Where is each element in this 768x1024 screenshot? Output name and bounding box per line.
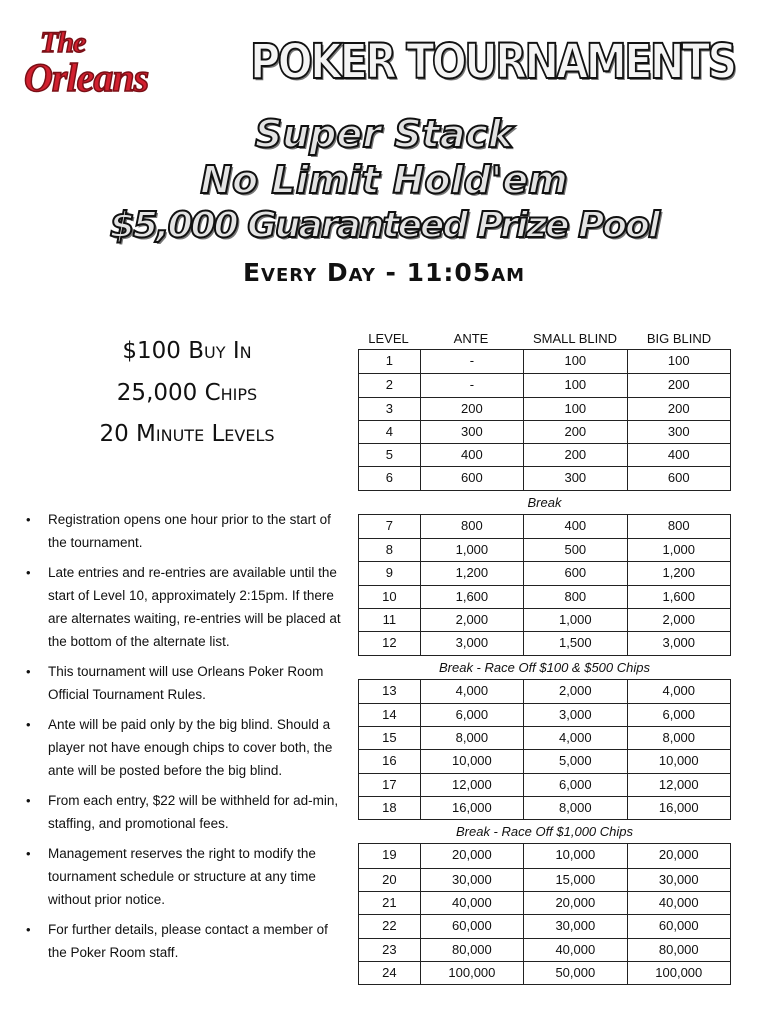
big-blind-cell: 600	[627, 467, 730, 489]
break-label: Break - Race Off $1,000 Chips	[455, 824, 634, 840]
rule-item	[24, 713, 349, 782]
ante-cell: 1,200	[420, 562, 523, 584]
big-blind-cell: 200	[627, 398, 730, 420]
level-cell: 5	[385, 447, 393, 463]
page-title: POKER TOURNAMENTS	[250, 34, 735, 90]
schedule-time: Every Day - 11:05am	[242, 258, 526, 287]
big-blind-cell: 80,000	[627, 939, 730, 961]
rules-list	[24, 508, 349, 971]
big-blind-cell: 40,000	[627, 892, 730, 914]
header-level: LEVEL	[368, 331, 409, 346]
ante-cell: 30,000	[420, 869, 523, 891]
big-blind-cell: 60,000	[627, 915, 730, 937]
table-row	[359, 868, 730, 891]
level-cell: 19	[382, 847, 397, 863]
ante-cell: 400	[420, 444, 523, 466]
ante-cell: 800	[420, 515, 523, 538]
small-blind-cell: 20,000	[523, 892, 626, 914]
level-cell: 17	[382, 776, 397, 792]
logo-the-text: The	[40, 26, 86, 59]
ante-cell: 1,600	[420, 586, 523, 608]
level-cell: 4	[385, 423, 393, 439]
table-row	[359, 631, 730, 654]
big-blind-cell: 6,000	[627, 704, 730, 726]
header-big-blind: BIG BLIND	[646, 331, 712, 346]
ante-cell: 300	[420, 421, 523, 443]
small-blind-cell: 100	[523, 374, 626, 396]
level-duration: 20 Minute Levels	[99, 421, 275, 447]
small-blind-cell: 10,000	[523, 844, 626, 867]
small-blind-cell: 200	[523, 444, 626, 466]
table-row	[359, 891, 730, 914]
level-cell: 15	[382, 730, 397, 746]
rule-text: This tournament will use Orleans Poker Room Official Tournament Rules.	[48, 664, 324, 702]
starting-chips: 25,000 Chips	[116, 380, 258, 406]
level-cell: 7	[385, 517, 393, 533]
rule-text: From each entry, $22 will be withheld for ad-min, staffing, and promotional fees.	[48, 793, 339, 831]
small-blind-cell: 40,000	[523, 939, 626, 961]
rule-item	[24, 789, 349, 835]
ante-cell: 20,000	[420, 844, 523, 867]
break-label: Break	[527, 494, 562, 510]
big-blind-cell: 300	[627, 421, 730, 443]
game-type: No Limit Hold'em	[200, 158, 568, 202]
big-blind-cell: 1,600	[627, 586, 730, 608]
big-blind-cell: 16,000	[627, 797, 730, 819]
ante-cell: 1,000	[420, 539, 523, 561]
table-row	[359, 703, 730, 726]
small-blind-cell: 2,000	[523, 680, 626, 703]
table-row	[359, 914, 730, 937]
table-row	[359, 585, 730, 608]
level-cell: 2	[385, 377, 393, 393]
table-row	[359, 844, 730, 867]
small-blind-cell: 6,000	[523, 774, 626, 796]
level-cell: 24	[382, 964, 397, 980]
level-cell: 23	[382, 941, 397, 957]
ante-cell: 100,000	[420, 962, 523, 984]
table-row	[359, 749, 730, 772]
level-cell: 20	[382, 871, 397, 887]
table-row	[359, 538, 730, 561]
level-cell: 16	[382, 753, 397, 769]
level-cell: 8	[385, 542, 393, 558]
ante-cell: 3,000	[420, 632, 523, 654]
rule-item	[24, 842, 349, 911]
big-blind-cell: 8,000	[627, 727, 730, 749]
table-row	[359, 938, 730, 961]
big-blind-cell: 100	[627, 350, 730, 373]
ante-cell: 60,000	[420, 915, 523, 937]
table-row	[359, 773, 730, 796]
small-blind-cell: 400	[523, 515, 626, 538]
ante-cell: 600	[420, 467, 523, 489]
small-blind-cell: 5,000	[523, 750, 626, 772]
level-block	[358, 349, 731, 491]
header-small-blind: SMALL BLIND	[532, 331, 618, 346]
ante-cell: 40,000	[420, 892, 523, 914]
table-row	[359, 350, 730, 373]
big-blind-cell: 12,000	[627, 774, 730, 796]
small-blind-cell: 3,000	[523, 704, 626, 726]
table-row	[359, 420, 730, 443]
level-block	[358, 514, 731, 656]
blind-structure-table	[358, 329, 731, 985]
big-blind-cell: 1,000	[627, 539, 730, 561]
rule-text: For further details, please contact a member of the Poker Room staff.	[48, 922, 328, 960]
level-cell: 13	[382, 682, 397, 698]
big-blind-cell: 2,000	[627, 609, 730, 631]
small-blind-cell: 15,000	[523, 869, 626, 891]
table-row	[359, 680, 730, 703]
small-blind-cell: 800	[523, 586, 626, 608]
level-block	[358, 679, 731, 821]
small-blind-cell: 200	[523, 421, 626, 443]
break-label: Break - Race Off $100 & $500 Chips	[438, 659, 650, 675]
table-row	[359, 961, 730, 984]
bullet-icon: •	[26, 664, 31, 679]
level-cell: 18	[382, 800, 397, 816]
ante-cell: 200	[420, 398, 523, 420]
ante-cell: 10,000	[420, 750, 523, 772]
big-blind-cell: 800	[627, 515, 730, 538]
rule-text: Management reserves the right to modify the tournament schedule or structure at any time without prior notice.	[48, 846, 316, 907]
rule-text: Ante will be paid only by the big blind. Should a player not have enough chips to cover both, the ante will be posted before the big blind.	[48, 717, 333, 778]
small-blind-cell: 8,000	[523, 797, 626, 819]
small-blind-cell: 100	[523, 350, 626, 373]
logo-orleans-text: Orleans	[24, 55, 149, 100]
table-row	[359, 466, 730, 489]
level-cell: 14	[382, 706, 397, 722]
level-cell: 21	[382, 894, 397, 910]
small-blind-cell: 30,000	[523, 915, 626, 937]
bullet-icon: •	[26, 512, 31, 527]
level-cell: 11	[382, 611, 397, 627]
small-blind-cell: 1,000	[523, 609, 626, 631]
bullet-icon: •	[26, 717, 31, 732]
rule-text: Late entries and re-entries are available until the start of Level 10, approximately 2:15pm. If there are alternates waiting, re-entries will be placed at the bottom of the alternate list.	[48, 565, 341, 649]
big-blind-cell: 3,000	[627, 632, 730, 654]
prize-pool: $5,000 Guaranteed Prize Pool	[109, 205, 659, 246]
ante-cell: 4,000	[420, 680, 523, 703]
big-blind-cell: 4,000	[627, 680, 730, 703]
buy-in-amount: $100 Buy In	[122, 338, 252, 364]
ante-cell: 16,000	[420, 797, 523, 819]
bullet-icon: •	[26, 922, 31, 937]
level-blocks	[358, 349, 731, 985]
small-blind-cell: 100	[523, 398, 626, 420]
big-blind-cell: 30,000	[627, 869, 730, 891]
level-cell: 1	[385, 353, 393, 368]
level-block	[358, 843, 731, 985]
ante-cell: 8,000	[420, 727, 523, 749]
table-row	[359, 373, 730, 396]
table-row	[359, 561, 730, 584]
small-blind-cell: 300	[523, 467, 626, 489]
ante-cell: -	[420, 350, 523, 373]
big-blind-cell: 10,000	[627, 750, 730, 772]
level-cell: 9	[385, 565, 393, 581]
table-row	[359, 796, 730, 819]
level-cell: 10	[382, 588, 397, 604]
header-ante: ANTE	[453, 331, 489, 346]
small-blind-cell: 600	[523, 562, 626, 584]
bullet-icon: •	[26, 846, 31, 861]
event-name: Super Stack	[254, 112, 514, 156]
ante-cell: -	[420, 374, 523, 396]
big-blind-cell: 200	[627, 374, 730, 396]
table-row	[359, 515, 730, 538]
small-blind-cell: 50,000	[523, 962, 626, 984]
table-header	[358, 329, 731, 349]
big-blind-cell: 100,000	[627, 962, 730, 984]
rule-item	[24, 660, 349, 706]
big-blind-cell: 1,200	[627, 562, 730, 584]
rule-item	[24, 918, 349, 964]
small-blind-cell: 500	[523, 539, 626, 561]
level-cell: 22	[382, 918, 397, 934]
rule-item	[24, 508, 349, 554]
level-cell: 12	[382, 635, 397, 651]
bullet-icon: •	[26, 793, 31, 808]
table-row	[359, 608, 730, 631]
level-cell: 3	[385, 400, 393, 416]
table-row	[359, 443, 730, 466]
orleans-logo	[22, 26, 236, 100]
ante-cell: 12,000	[420, 774, 523, 796]
rule-item	[24, 561, 349, 653]
big-blind-cell: 400	[627, 444, 730, 466]
ante-cell: 2,000	[420, 609, 523, 631]
ante-cell: 6,000	[420, 704, 523, 726]
bullet-icon: •	[26, 565, 31, 580]
table-row	[359, 726, 730, 749]
small-blind-cell: 1,500	[523, 632, 626, 654]
big-blind-cell: 20,000	[627, 844, 730, 867]
level-cell: 6	[385, 470, 393, 486]
small-blind-cell: 4,000	[523, 727, 626, 749]
rule-text: Registration opens one hour prior to the start of the tournament.	[48, 512, 331, 550]
ante-cell: 80,000	[420, 939, 523, 961]
table-row	[359, 397, 730, 420]
